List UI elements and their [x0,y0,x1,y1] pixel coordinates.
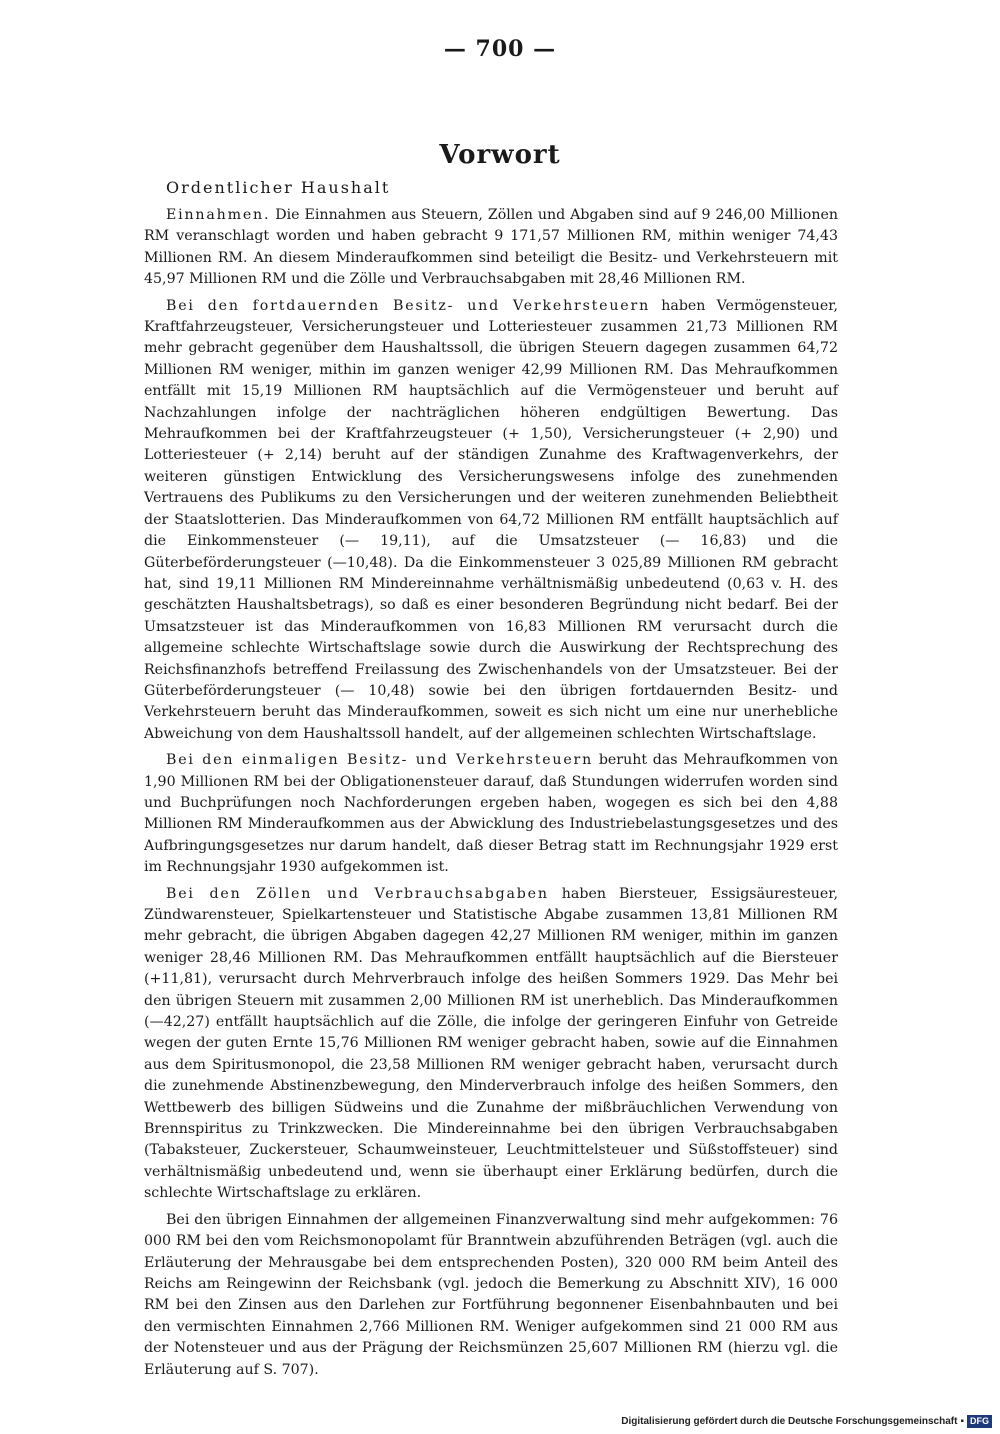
paragraph-text: beruht das Mehraufkommen von 1,90 Millionen RM bei der Obligationensteuer darauf, daß Stundungen widerrufen worden sind und Buchprüfungen noch Nachforderungen ergeben haben, wogegen es sich bei den 4,88 Millionen RM Minderaufkommen aus der Abwicklung des Industriebelastungsgesetzes und des Aufbringungsgesetzes nur darum handelt, daß dieser Betrag statt im Rechnungsjahr 1929 erst im Rechnungsjahr 1930 aufgekommen ist. [144,752,838,876]
paragraph-zoelle [144,884,838,1205]
paragraph-lead: Einnahmen. [166,207,271,223]
paragraph-einnahmen [144,205,838,291]
paragraph-lead: Bei den Zöllen und Verbrauchsabgaben [166,885,549,902]
section-subheading: Ordentlicher Haushalt [166,178,391,197]
page-title: Vorwort [439,140,561,170]
paragraph-text: haben Vermögensteuer, Kraftfahrzeugsteuer, Versicherungsteuer und Lotteriesteuer zusammen 21,73 Millionen RM mehr gebracht gegenüber dem Haushaltssoll, die übrigen Steuern dagegen zusammen 64,72 Millionen RM weniger, mithin im ganzen weniger 42,99 Millionen RM. Das Mehraufkommen entfällt mit 15,19 Millionen RM hauptsächlich auf die Vermögensteuer und beruht auf Nachzahlungen infolge der nachträglichen höheren endgültigen Bewertung. Das Mehraufkommen bei der Kraftfahrzeugsteuer (+ 1,50), Versicherungsteuer (+ 2,90) und Lotteriesteuer (+ 2,14) beruht auf der ständigen Zunahme des Kraftwagenverkehrs, der weiteren günstigen Entwicklung des Versicherungswesens infolge des zunehmenden Vertrauens des Publikums zu den Versicherungen und der weiteren zunehmenden Beliebtheit der Staatslotterien. Das Minderaufkommen von 64,72 Millionen RM entfällt hauptsächlich auf die Einkommensteuer (— 19,11), auf die Umsatzsteuer (— 16,83) und die Güterbeförderungsteuer (—10,48). Da die Einkommensteuer 3 025,89 Millionen RM gebracht hat, sind 19,11 Millionen RM Mindereinnahme verhältnismäßig unbedeutend (0,63 v. H. des geschätzten Haushaltsbetrags), so daß es einer besonderen Begründung nicht bedarf. Bei der Umsatzsteuer ist das Minderaufkommen von 16,83 Millionen RM verursacht durch die allgemeine schlechte Wirtschaftslage sowie durch die Auswirkung der Rechtsprechung des Reichsfinanzhofs betreffend Freilassung des Zwischenhandels von der Umsatzsteuer. Bei der Güterbeförderungsteuer (— 10,48) sowie bei den übrigen fortdauernden Besitz- und Verkehrsteuern beruht das Minderaufkommen, soweit es sich nicht um eine nur unerhebliche Abweichung von dem Haushaltssoll handelt, auf der allgemeinen schlechten Wirtschaftslage. [144,297,838,742]
footer-credit: Digitalisierung gefördert durch die Deutsche Forschungsgemeinschaft [621,1416,958,1427]
paragraph-fortdauernde-steuern [144,296,838,746]
dfg-logo-icon: DFG [967,1415,992,1428]
footer-separator: ▪ [960,1416,964,1427]
paragraph-lead: Bei den einmaligen Besitz- und Verkehrsteuern [166,752,594,769]
paragraph-uebrige-einnahmen [144,1210,838,1381]
paragraph-text: Die Einnahmen aus Steuern, Zöllen und Abgaben sind auf 9 246,00 Millionen RM veranschlagt worden und haben gebracht 9 171,57 Millionen RM, mithin weniger 74,43 Millionen RM. An diesem Minderaufkommen sind beteiligt die Besitz- und Verkehrsteuern mit 45,97 Millionen RM und die Zölle und Verbrauchsabgaben mit 28,46 Millionen RM. [144,207,838,288]
page-number: — 700 — [443,36,557,62]
digitization-footer [621,1415,992,1428]
paragraph-text: Bei den übrigen Einnahmen der allgemeinen Finanzverwaltung sind mehr aufgekommen: 76 000 RM bei den vom Reichsmonopolamt für Branntwein abzuführenden Beträgen (vgl. auch die Erläuterung der Mehrausgabe bei dem entsprechenden Posten), 320 000 RM beim Anteil des Reichs am Reingewinn der Reichsbank (vgl. jedoch die Bemerkung zu Abschnitt XIV), 16 000 RM bei den Zinsen aus den Darlehen zur Fortführung begonnener Eisenbahnbauten und bei den vermischten Einnahmen 2,766 Millionen RM. Weniger aufgekommen sind 21 000 RM aus der Notensteuer und aus der Prägung der Reichsmünzen 25,607 Millionen RM (hierzu vgl. die Erläuterung auf S. 707). [144,1211,838,1378]
paragraph-text: haben Biersteuer, Essigsäuresteuer, Zündwarensteuer, Spielkartensteuer und Statistische Abgabe zusammen 13,81 Millionen RM mehr gebracht, die übrigen Abgaben dagegen 42,27 Millionen RM weniger, mithin im ganzen weniger 28,46 Millionen RM. Das Mehraufkommen entfällt hauptsächlich auf die Biersteuer (+11,81), verursacht durch Mehrverbrauch infolge des heißen Sommers 1929. Das Mehr bei den übrigen Steuern mit zusammen 2,00 Millionen RM ist unerheblich. Das Minderaufkommen (—42,27) entfällt hauptsächlich auf die Zölle, die infolge der geringeren Einfuhr von Getreide wegen der guten Ernte 15,76 Millionen RM weniger gebracht haben, sowie auf die Einnahmen aus dem Spiritusmonopol, die 23,58 Millionen RM weniger gebracht haben, verursacht durch die zunehmende Abstinenzbewegung, den Minderverbrauch infolge des heißen Sommers, den Wettbewerb des billigen Südweins und die Zunahme der mißbräuchlichen Verwendung von Brennspiritus zu Trinkzwecken. Die Mindereinnahme bei den übrigen Verbrauchsabgaben (Tabaksteuer, Zuckersteuer, Schaumweinsteuer, Leuchtmittelsteuer und Süßstoffsteuer) sind verhältnismäßig unbedeutend und, wenn sie überhaupt einer Erklärung bedürfen, durch die schlechte Wirtschaftslage zu erklären. [144,885,838,1202]
paragraph-lead: Bei den fortdauernden Besitz- und Verkehrsteuern [166,297,651,314]
body-text [144,205,838,1386]
paragraph-einmalige-steuern [144,750,838,878]
